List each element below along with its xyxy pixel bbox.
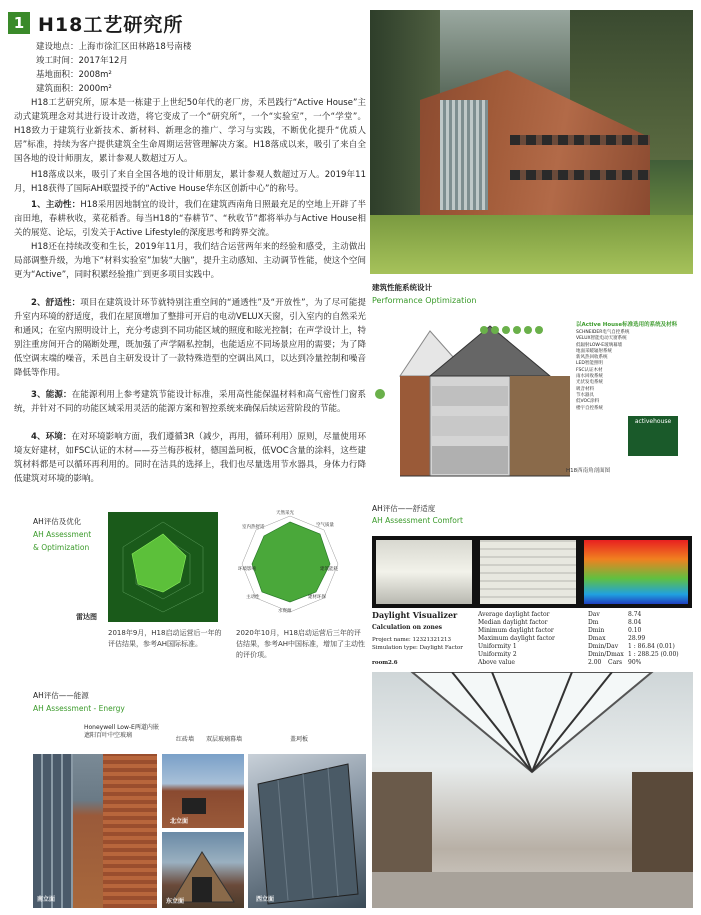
- daylight-project: Project name: 12321321213: [372, 637, 452, 643]
- interior-photo-skylights: [372, 672, 693, 908]
- ah-eval-title-en2: & Optimization: [33, 543, 90, 552]
- section-comfort: 2、舒适性：项目在建筑设计环节就特别注重空间的“通透性”及“开放性”，为了尽可能提升室内环境的舒适度，我们在屋顶增加了整排可开启的电动VELUX天窗，引入室内的自然采光和通风；在室内照明设计上，充分考虑到不同功能区域的照度和眩光控制；在声学设计上，特别注重房间开合的隔断处理，既加强了声学隔私控制，也能适应不同场景应用的需要；为了降低空调末端的噪音，禾邑自主研发设计了一款特殊造型的空调出风口，以达到冷量控制和噪音降低等作用。: [14, 298, 366, 378]
- table-row: Above value 2.00 Cars 90%: [478, 659, 642, 666]
- west-facade-photo: [248, 754, 366, 908]
- intro-paragraph-1: H18工艺研究所，原本是一栋建于上世纪50年代的老厂房，禾邑践行“Active House”主动式建筑理念对其进行设计改造，将它变成了一个“研究所”，一个“实验室”，一个“学堂”。H18致力于建筑行业新技术、新材料、新理念的推广、学习与实践，不断优化提升“优质人居”标准，持续为客户提供建筑全生命周期运营管理解决方案。H18落成以来，吸引了来自全国各地的设计师朋友，累计参观人数超过万人。: [14, 98, 366, 164]
- daylight-renders: [372, 536, 692, 608]
- radar2-axis: 建材环保: [308, 595, 326, 600]
- radar1-caption: 2018年9月，H18启动运营后一年的评估结果，参考AH国际标准。: [108, 629, 222, 648]
- comfort-title-cn: AH评估——舒适度: [372, 504, 436, 513]
- legend-item: 低辐射LOW-E玻璃幕墙: [576, 342, 623, 348]
- radar2-axis: 天然采光: [276, 511, 294, 516]
- legend-item: 光伏发电系统: [576, 380, 603, 386]
- legend-item: LED智能照明: [576, 361, 603, 367]
- radar2-axis: 室内热舒适: [242, 525, 265, 530]
- legend-list: [576, 330, 691, 412]
- radar2-axis: 环境影响: [238, 567, 256, 572]
- daylight-table: [478, 611, 692, 667]
- legend-title: 以Active House标准选用的系统及材料: [576, 322, 678, 328]
- section-energy: 3、能源：在能源利用上参考建筑节能设计标准，采用高性能保温材料和高气密性门窗系统，并针对不同的功能区域采用灵活的能源方案和智控系统来确保后续运营阶段的节能。: [14, 390, 366, 414]
- table-row: Average daylight factor Dav 8.74: [478, 611, 642, 618]
- section-diagram: [370, 316, 693, 486]
- radar-chart-2018: [108, 512, 218, 622]
- daylight-sim: Simulation type: Daylight Factor: [372, 645, 463, 651]
- facade-label-north: 北立面: [170, 818, 189, 825]
- page-title: H18工艺研究所: [38, 14, 184, 36]
- performance-title-en: Performance Optimization: [372, 296, 477, 305]
- meta-floor-area: 建筑面积：2000m²: [36, 84, 112, 94]
- radar2-axis: 水资源: [278, 609, 292, 614]
- radar2-axis: 空气质量: [316, 523, 334, 528]
- ah-eval-title-cn: AH评估及优化: [33, 517, 82, 526]
- energy-label-glass: Honeywell Low-E两道内嵌遮阳百叶中空玻璃: [84, 724, 159, 739]
- legend-item: SCHNEIDER电气自控系统: [576, 330, 630, 335]
- legend-item: 地面采暖辐射系统: [576, 348, 612, 354]
- energy-label-panel: 盖珂板: [290, 736, 309, 743]
- energy-label-double-glass: 双层玻璃幕墙: [206, 736, 243, 743]
- meta-location: 建设地点：上海市徐汇区田林路18号南楼: [36, 42, 192, 52]
- legend-item: 楼宇自控系统: [576, 405, 603, 411]
- daylight-sub: Calculation on zones: [372, 624, 443, 631]
- legend-item: FSC认证木材: [576, 367, 603, 373]
- radar-label: 雷达图: [76, 613, 97, 621]
- legend-item: 低VOC涂料: [576, 399, 600, 405]
- legend-item: 新风热回收系统: [576, 355, 608, 361]
- energy-title-cn: AH评估——能源: [33, 691, 89, 700]
- table-row: Uniformity 1 Dmin/Dav 1 : 86.84 (0.01): [478, 643, 675, 650]
- legend-item: 节水器具: [576, 392, 594, 398]
- meta-completion: 竣工时间：2017年12月: [36, 56, 128, 66]
- facade-label-east: 东立面: [166, 898, 185, 905]
- radar2-axis: 主动性: [246, 595, 260, 600]
- daylight-room: room2.6: [372, 660, 398, 666]
- section-active-2: H18还在持续改变和生长，2019年11月，我们结合运营两年来的经验和感受，主动做出局部调整升级，为地下“材料实验室”加装“大脑”，提升主动感知、主动调节性能，使这个空间更为“Active”，同时积累经验推广到更多项目实践中。: [14, 242, 366, 280]
- table-row: Uniformity 2 Dmin/Dmax 1 : 288.25 (0.00): [478, 651, 679, 658]
- diagram-caption: H18西南角剖面图: [566, 468, 611, 474]
- section-active: 1、主动性：H18采用因地制宜的设计，我们在建筑西南角日照最充足的空地上开辟了半亩田地，春耕秋收，菜花稻香。每当H18的“春耕节”、“秋收节”都将举办与Active House相关的展览、论坛，引发关于Active Lifestyle的深度思考和跨界交流。: [14, 200, 366, 238]
- building-photo-exterior: [370, 10, 693, 274]
- legend-item: 雨水回收系统: [576, 374, 603, 380]
- energy-title-en: AH Assessment - Energy: [33, 704, 125, 713]
- energy-label-brick: 红砖墙: [176, 736, 195, 743]
- north-facade-photo: [162, 754, 244, 828]
- activehouse-badge: activehouse: [628, 416, 678, 456]
- diagram-number-markers: [480, 326, 543, 334]
- performance-title-cn: 建筑性能系统设计: [372, 283, 432, 292]
- table-row: Median daylight factor Dm 8.04: [478, 619, 642, 626]
- facade-label-west: 西立面: [256, 896, 275, 903]
- section-number-badge: 1: [8, 12, 30, 34]
- radar2-caption: 2020年10月，H18启动运营后三年的评估结果，参考AH中国标准，增加了主动性的评价项。: [236, 629, 366, 659]
- legend-item: VELUX智能电动天窗系统: [576, 336, 627, 342]
- radar-chart-2020: [236, 510, 344, 620]
- south-facade-photo: [33, 754, 157, 908]
- table-row: Maximum daylight factor Dmax 28.99: [478, 635, 646, 642]
- section-environment: 4、环境：在对环境影响方面，我们遵循3R（减少，再用，循环利用）原则，尽量使用环境友好建材，如FSC认证的木材——芬兰梅莎板材，德国盖珂板，低VOC含量的涂料，这些建筑材料都是可以循环再利用的。同时在洁具的选择上，我们也尽量选用节水器具，身体力行降低建筑对环境的影响。: [14, 432, 366, 484]
- comfort-title-en: AH Assessment Comfort: [372, 516, 463, 525]
- facade-label-south: 南立面: [37, 896, 56, 903]
- legend-item: 吸音材料: [576, 386, 594, 392]
- table-row: Minimum daylight factor Dmin 0.10: [478, 627, 642, 634]
- ah-eval-title-en1: AH Assessment: [33, 530, 92, 539]
- east-facade-photo: [162, 832, 244, 908]
- meta-site-area: 基地面积：2008m²: [36, 70, 112, 80]
- daylight-title: Daylight Visualizer: [372, 610, 458, 620]
- radar2-axis: 建筑能耗: [320, 567, 338, 572]
- intro-paragraph-2: H18落成以来，吸引了来自全国各地的设计师朋友，累计参观人数超过万人。2019年11月，H18获得了国际AH联盟授予的“Active House华东区创新中心”的称号。: [14, 170, 366, 194]
